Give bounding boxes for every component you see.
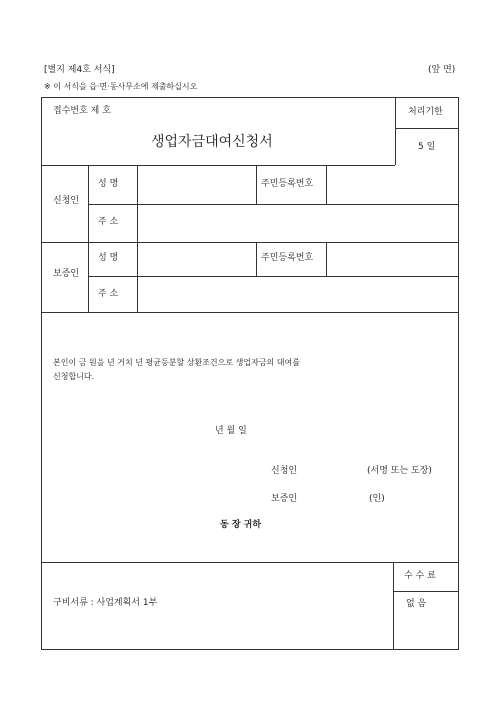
applicant-id-label: 주민등록번호 (261, 179, 314, 189)
fee-value: 없 음 (406, 599, 427, 609)
guarantor-section-label: 보증인 (53, 269, 80, 279)
divider (88, 276, 459, 277)
applicant-sign-label: 신청인 (271, 466, 298, 476)
submission-note: ※ 이 서식을 읍·면·동사무소에 제출하십시오 (44, 82, 198, 91)
fee-label: 수 수 료 (404, 571, 436, 581)
receipt-number-label: 접수번호 제 호 (53, 106, 111, 116)
guarantor-name-label: 성 명 (98, 253, 119, 263)
divider (42, 242, 459, 243)
applicant-name-label: 성 명 (98, 179, 119, 189)
processing-period-value: 5 일 (418, 142, 436, 152)
addressee: 동 장 귀하 (220, 520, 262, 530)
page-side-label: (앞 면) (428, 65, 456, 75)
divider (88, 204, 459, 205)
divider (42, 562, 459, 563)
application-form (41, 97, 459, 650)
divider (137, 165, 138, 312)
divider (393, 562, 394, 650)
divider (326, 165, 327, 204)
processing-period-label: 처리기한 (408, 107, 443, 117)
date-line: 년 월 일 (215, 426, 247, 436)
guarantor-id-label: 주민등록번호 (261, 253, 314, 263)
divider (42, 312, 459, 313)
divider (88, 165, 89, 312)
page-title: 생업자금대여신청서 (151, 134, 273, 150)
divider (395, 98, 396, 165)
divider (256, 242, 257, 276)
application-statement: 본인이 금 원을 년 거치 년 평균등분할 상환조건으로 생업자금의 대여를 (53, 358, 300, 367)
application-statement-end: 신청합니다. (53, 372, 95, 381)
applicant-section-label: 신청인 (53, 196, 80, 206)
required-documents: 구비서류 : 사업계획서 1부 (53, 598, 158, 608)
guarantor-address-label: 주 소 (98, 289, 119, 299)
divider (395, 128, 459, 129)
divider (256, 165, 257, 204)
form-reference: [별지 제4호 서식] (44, 65, 115, 75)
divider (326, 242, 327, 276)
divider (393, 591, 459, 592)
applicant-address-label: 주 소 (98, 217, 119, 227)
divider (42, 165, 395, 166)
guarantor-sign-label: 보증인 (271, 494, 298, 504)
applicant-signature-field[interactable]: (서명 또는 도장) (367, 466, 432, 476)
guarantor-seal-field[interactable]: (인) (369, 494, 385, 504)
